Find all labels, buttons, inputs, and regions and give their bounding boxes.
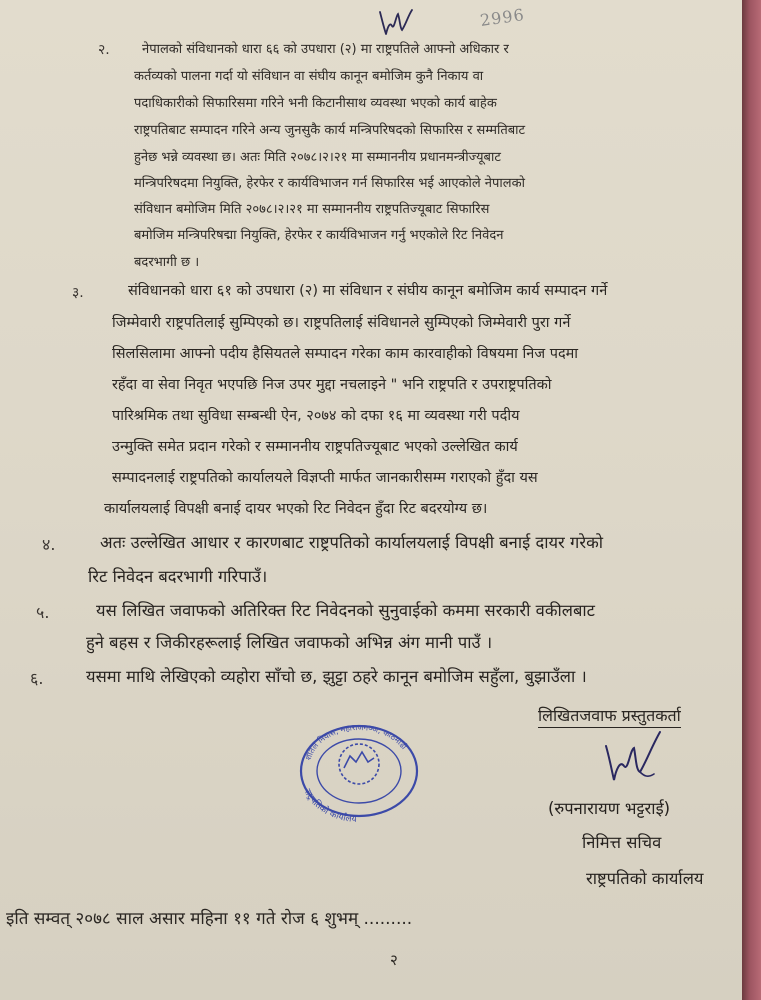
paragraph-line: अतः उल्लेखित आधार र कारणबाट राष्ट्रपतिको कार्यालयलाई विपक्षी बनाई दायर गरेको (100, 533, 604, 552)
paragraph-line: संविधान बमोजिम मिति २०७८।२।२१ मा सम्माननीय राष्ट्रपतिज्यूबाट सिफारिस (134, 202, 490, 217)
item-number: ५. (36, 603, 50, 622)
paragraph-line: पदाधिकारीको सिफारिसमा गरिने भनी किटानीसाथ व्यवस्था भएको कार्य बाहेक (134, 96, 497, 111)
paragraph-line: जिम्मेवारी राष्ट्रपतिलाई सुम्पिएको छ। राष्ट्रपतिलाई संविधानले सुम्पिएको जिम्मेवारी पुरा गर्ने (112, 315, 571, 331)
item-number: ३. (72, 285, 84, 301)
paragraph-line: हुने बहस र जिकीरहरूलाई लिखित जवाफको अभिन्न अंग मानी पाउँ । (86, 633, 493, 652)
paragraph-line: यसमा माथि लेखिएको व्यहोरा साँचो छ, झुट्टा ठहरे कानून बमोजिम सहुँला, बुझाउँला । (86, 667, 587, 686)
paragraph-line: नेपालको संविधानको धारा ६६ को उपधारा (२) मा राष्ट्रपतिले आफ्नो अधिकार र (142, 42, 509, 57)
folder-edge (742, 0, 761, 1000)
initial-signature-icon (376, 6, 416, 40)
pencil-note: 2996 (478, 4, 526, 31)
paragraph-line: सम्पादनलाई राष्ट्रपतिको कार्यालयले विज्ञप्ती मार्फत जानकारीसम्म गराएको हुँदा यस (112, 470, 538, 486)
office-seal-icon (284, 716, 434, 826)
seal-outer-text: राष्ट्रपतिको कार्यालय (301, 787, 357, 825)
signatory-name: (रुपनारायण भट्टराई) (548, 799, 671, 818)
paragraph-line: कर्तव्यको पालना गर्दा यो संविधान वा संघीय कानून बमोजिम कुनै निकाय वा (134, 69, 484, 84)
item-number: २. (98, 42, 110, 58)
paragraph-line: बमोजिम मन्त्रिपरिषद्मा नियुक्ति, हेरफेर र कार्यविभाजन गर्नु भएकोले रिट निवेदन (134, 228, 504, 243)
paragraph-line: उन्मुक्ति समेत प्रदान गरेको र सम्माननीय राष्ट्रपतिज्यूबाट भएको उल्लेखित कार्य (112, 439, 518, 455)
svg-text:शीतल निवास, महाराजगञ्ज, काठमाड (303, 723, 410, 761)
footer-date-line: इति सम्वत् २०७८ साल असार महिना ११ गते रोज ६ शुभम् ......... (6, 909, 413, 929)
handwritten-signature-icon (600, 726, 670, 790)
paragraph-line: हुनेछ भन्ने व्यवस्था छ। अतः मिति २०७८।२।२१ मा सम्माननीय प्रधानमन्त्रीज्यूबाट (134, 150, 501, 165)
item-number: ४. (42, 535, 56, 554)
paragraph-line: कार्यालयलाई विपक्षी बनाई दायर भएको रिट निवेदन हुँदा रिट बदरयोग्य छ। (104, 501, 488, 517)
paragraph-line: रहँदा वा सेवा निवृत भएपछि निज उपर मुद्दा नचलाइने " भनि राष्ट्रपति र उपराष्ट्रपतिको (112, 377, 552, 393)
paragraph-line: रिट निवेदन बदरभागी गरिपाउँ। (88, 567, 268, 586)
page-number: २ (390, 951, 398, 969)
signatory-office: राष्ट्रपतिको कार्यालय (586, 869, 704, 888)
paragraph-line: मन्त्रिपरिषदमा नियुक्ति, हेरफेर र कार्यविभाजन गर्न सिफारिस भई आएकोले नेपालको (134, 176, 525, 191)
paragraph-line: राष्ट्रपतिबाट सम्पादन गरिने अन्य जुनसुकै कार्य मन्त्रिपरिषदको सिफारिस र सम्मतिबाट (134, 123, 526, 138)
paragraph-line: बदरभागी छ । (134, 255, 200, 270)
signatory-designation: निमित्त सचिव (582, 833, 662, 852)
paragraph-line: यस लिखित जवाफको अतिरिक्त रिट निवेदनको सुनुवाईको कममा सरकारी वकीलबाट (96, 601, 595, 620)
paragraph-line: संविधानको धारा ६१ को उपधारा (२) मा संविधान र संघीय कानून बमोजिम कार्य सम्पादन गर्ने (128, 283, 608, 299)
seal-inner-text: शीतल निवास, महाराजगञ्ज, काठमाडौं (303, 722, 409, 762)
paragraph-line: सिलसिलामा आफ्नो पदीय हैसियतले सम्पादन गरेका काम कारवाहीको विषयमा निज पदमा (112, 346, 579, 362)
item-number: ६. (30, 669, 44, 688)
paragraph-line: पारिश्रमिक तथा सुविधा सम्बन्धी ऐन, २०७४ को दफा १६ मा व्यवस्था गरी पदीय (112, 408, 520, 424)
signature-block-title: लिखितजवाफ प्रस्तुतकर्ता (538, 704, 681, 728)
